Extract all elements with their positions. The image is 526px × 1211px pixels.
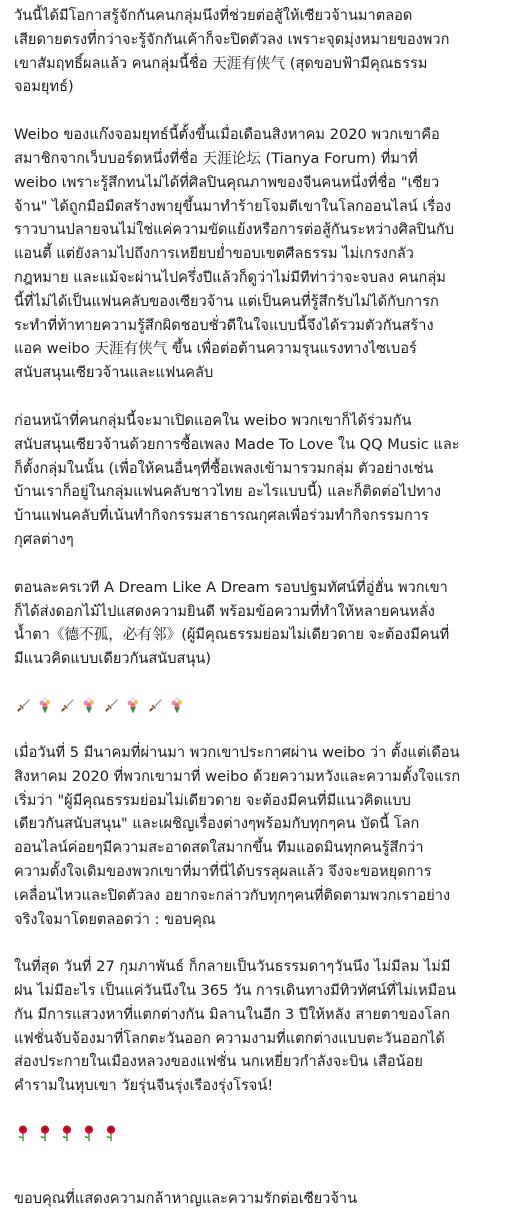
post-text-section-1	[14, 4, 512, 671]
bouquet-icon	[36, 697, 54, 715]
paragraph-line: ส่องประกายในเมืองหลวงของแฟชั่น นกเหยี่ยวกำลังจะบิน เสือน้อย	[14, 1053, 423, 1071]
paragraph-line: ราวบานปลายจนไม่ใช่แค่ความขัดแย้งหรือการต่อสู้กันระหว่างศิลปินกับ	[14, 221, 455, 239]
bouquet-icon	[168, 697, 186, 715]
paragraph	[14, 4, 512, 99]
paragraph	[14, 576, 512, 671]
paragraph-line: สนับสนุนเซียวจ้านด้วยการซื้อเพลง Made To Love ใน QQ Music และ	[14, 435, 460, 453]
rose-icon	[58, 1124, 76, 1142]
paragraph-line: สิงหาคม 2020 ที่พวกเขามาที่ weibo ด้วยความหวังและความตั้งใจแรก	[14, 767, 461, 785]
paragraph-line: คำรามในหุบเขา วัยรุ่นจีนรุ่งเรืองรุ่งโรจน์!	[14, 1077, 274, 1095]
emoji-row-daggers-bouquets	[14, 695, 512, 717]
paragraph-line: แฟชั่นจับจ้องมาที่โลกตะวันออก ความงามที่แตกต่างแบบตะวันออกได้	[14, 1029, 445, 1047]
paragraph-line: น้ำตา《德不孤，必有邻》(ผู้มีคุณธรรมย่อมไม่เดียวดาย จะต้องมีคนที่	[14, 626, 450, 644]
paragraph-line: แอค weibo 天涯有侠气 ขึ้น เพื่อต่อต้านความรุนแรงทางไซเบอร์	[14, 340, 417, 358]
dagger-icon	[14, 697, 32, 715]
paragraph-line: นี้ที่ไม่ได้เป็นแฟนคลับของเซียวจ้าน แต่เป็นคนที่รู้สึกรับไม่ได้กับการก	[14, 292, 439, 310]
post-text-section-2	[14, 741, 512, 1098]
paragraph-line: ก็ตั้งกลุ่มในนั้น (เพื่อให้คนอื่นๆที่ซื้อเพลงเข้ามารวมกลุ่ม ตัวอย่างเช่น	[14, 459, 434, 477]
paragraph-line: ฝน ไม่มีอะไร เป็นแค่วันนึงใน 365 วัน การเดินทางมีทิวทัศน์ที่ไม่เหมือน	[14, 982, 456, 1000]
paragraph	[14, 409, 512, 552]
paragraph-line: แอนตี้ แต่ยังลามไปถึงการเหยียบย่ำขอบเขตศีลธรรม ไม่เกรงกลัว	[14, 245, 414, 263]
paragraph-line: จ้าน" ได้ถูกมือมืดสร้างพายุขึ้นมาทำร้ายโจมตีเขาในโลกออนไลน์ เรื่อง	[14, 197, 452, 215]
dagger-icon	[58, 697, 76, 715]
bouquet-icon	[80, 697, 98, 715]
paragraph-line: เคลื่อนไหวและปิดตัวลง อยากจะกล่าวกับทุกๆคนที่ติดตามพวกเราอย่าง	[14, 886, 451, 904]
emoji-row-roses	[14, 1122, 512, 1144]
rose-icon	[14, 1124, 32, 1142]
paragraph-line: เดียวกันสนับสนุน" และเผชิญเรื่องต่างๆพร้อมกับทุกๆคน บัดนี้ โลก	[14, 815, 420, 833]
paragraph-line: เริ่มว่า "ผู้มีคุณธรรมย่อมไม่เดียวดาย จะต้องมีคนที่มีแนวคิดแบบ	[14, 791, 411, 809]
paragraph-line: ก็ได้ส่งดอกไม้ไปแสดงความยินดี พร้อมข้อความที่ทำให้หลายคนหลั่ง	[14, 602, 435, 620]
paragraph-line: กฎหมาย และแม้จะผ่านไปครึ่งปีแล้วก็ดูว่าไม่มีทีท่าว่าจะจบลง คนกลุ่ม	[14, 268, 446, 286]
paragraph-line: จริงใจมาโดยตลอดว่า : ขอบคุณ	[14, 910, 216, 928]
paragraph	[14, 955, 512, 1098]
paragraph-line: เมื่อวันที่ 5 มีนาคมที่ผ่านมา พวกเขาประกาศผ่าน weibo ว่า ตั้งแต่เดือน	[14, 743, 460, 761]
paragraph-line: ในที่สุด วันที่ 27 กุมภาพันธ์ ก็กลายเป็นวันธรรมดาๆวันนึง ไม่มีลม ไม่มี	[14, 958, 451, 976]
paragraph-line: จอมยุทธ์)	[14, 78, 74, 96]
paragraph-line: บ้านเราก็อยู่ในกลุ่มแฟนคลับชาวไทย อะไรแบบนี้) และก็ติดต่อไปทาง	[14, 483, 442, 501]
paragraph-line: เสียดายตรงที่กว่าจะรู้จักกันเค้าก็จะปิดตัวลง เพราะจุดมุ่งหมายของพวก	[14, 30, 450, 48]
paragraph-line: weibo เพราะรู้สึกทนไม่ได้ที่ศิลปินคุณภาพของจีนคนหนึ่งที่ชื่อ "เซียว	[14, 173, 440, 191]
paragraph-line: Weibo ของแก๊งจอมยุทธ์นี้ตั้งขึ้นเมื่อเดือนสิงหาคม 2020 พวกเขาคือ	[14, 126, 440, 144]
bouquet-icon	[124, 697, 142, 715]
dagger-icon	[146, 697, 164, 715]
paragraph-line: มีแนวคิดแบบเดียวกันสนับสนุน)	[14, 650, 212, 668]
paragraph-line: สนับสนุนเซียวจ้านและแฟนคลับ	[14, 364, 214, 382]
paragraph-line: กุศลต่างๆ	[14, 530, 74, 548]
rose-icon	[102, 1124, 120, 1142]
rose-icon	[80, 1124, 98, 1142]
paragraph-line: บ้านแฟนคลับที่เน้นทำกิจกรรมสาธารณกุศลเพื่อร่วมทำกิจกรรมการ	[14, 507, 429, 525]
paragraph-line: ระทำที่ท้าทายความรู้สึกผิดชอบชั่วดีในใจแบบนี้จึงได้รวมตัวกันสร้าง	[14, 316, 434, 334]
paragraph	[14, 741, 512, 931]
paragraph	[14, 123, 512, 385]
paragraph-line: ตอนละครเวที A Dream Like A Dream รอบปฐมทัศน์ที่อู่ฮั่น พวกเขา	[14, 578, 448, 596]
paragraph-line: ความตั้งใจเดิมของพวกเขาที่มาที่นี่ได้บรรลุผลแล้ว จึงจะขอหยุดการ	[14, 862, 432, 880]
paragraph-line: กัน มีการแสวงหาที่แตกต่างกัน มิลานในอีก 3 ปีให้หลัง สายตาของโลก	[14, 1005, 451, 1023]
rose-icon	[36, 1124, 54, 1142]
cut-off-text-line: ขอบคุณที่แสดงความกล้าหาญและความรักต่อเซียวจ้าน	[14, 1190, 358, 1207]
dagger-icon	[102, 697, 120, 715]
paragraph-line: วันนี้ได้มีโอกาสรู้จักกันคนกลุ่มนึงที่ช่วยต่อสู้ให้เซียวจ้านมาตลอด	[14, 7, 413, 24]
paragraph-line: สมาชิกจากเว็บบอร์ดหนึ่งที่ชื่อ 天涯论坛 (Tianya Forum) ที่มาที่	[14, 149, 418, 167]
paragraph-line: เขาสัมฤทธิ์ผลแล้ว คนกลุ่มนี้ชื่อ 天涯有侠气 (สุดขอบฟ้ามีคุณธรรม	[14, 54, 428, 72]
paragraph-line: ออนไลน์ค่อยๆมีความสะอาดสดใสมากขึ้น ทีมแอดมินทุกคนรู้สึกว่า	[14, 839, 424, 857]
paragraph-line: ก่อนหน้าที่คนกลุ่มนี้จะมาเปิดแอคใน weibo พวกเขาก็ได้ร่วมกัน	[14, 411, 412, 429]
